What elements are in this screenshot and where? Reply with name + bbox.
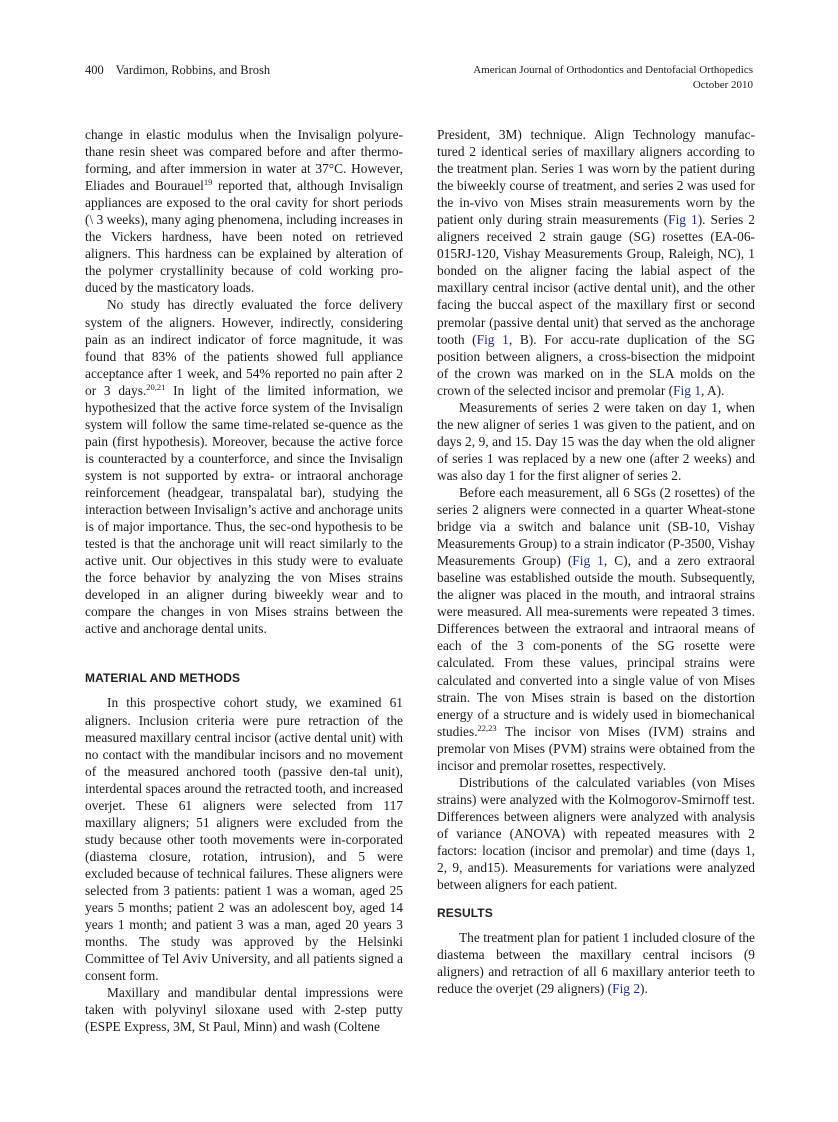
text: The incisor von Mises (IVM) strains and premolar von Mises (PVM) strains were obtained from the incisor and premolar rosettes, respectively. [437,723,755,773]
running-header-left [85,63,270,78]
text: The treatment plan for patient 1 included closure of the diastema between the maxillary central incisors (9 aligners) and retraction of all 6 maxillary anterior teeth to reduce the overjet (29 aligners) ( [437,930,755,997]
running-header-right [473,63,753,93]
figure-link[interactable]: Fig 1 [668,212,698,228]
text: No study has directly evaluated the force delivery system of the aligners. However, indirectly, considering pain as an indirect indicator of force magnitude, it was found that 83% of the patients showed full appliance acceptance after 1 week, and 54% reported no pain after 2 or 3 days. [85,297,403,398]
citation[interactable]: 20,21 [146,381,166,392]
text: President, 3M) technique. Align Technology manufac-tured 2 identical series of maxillary aligners according to the treatment plan. Series 1 was worn by the patient during the biweekly course of treatment, and series 2 was used for the in-vivo von Mises strain measurements worn by the patient only during strain measurements ( [437,127,755,228]
paragraph [437,929,755,997]
page-number: 400 [85,63,104,77]
paragraph [437,126,755,399]
text: ). Series 2 aligners received 2 strain gauge (SG) rosettes (EA-06-015RJ-120, Vishay Measurements Group, Raleigh, NC), 1 bonded on the aligner facing the labial aspect of the maxillary central incisor (active dental unit), and the other facing the buccal aspect of the maxillary first or second premolar (passive dental unit) that served as the anchorage tooth ( [437,212,755,347]
text: , B). For accu-rate duplication of the SG position between aligners, a cross-bisection the midpoint of the crown was marked on in the SLA molds on the crown of the selected incisor and premolar ( [437,331,755,398]
text: reported that, although Invisalign appliances are exposed to the oral cavity for short periods (\ 3 weeks), many aging phenomena, including increases in the Vickers hardness, have been noted on retrieved aligners. This hardness can be explained by alteration of the polymer crystallinity because of cold working pro-duced by the masticatory loads. [85,178,403,296]
paragraph [437,484,755,774]
figure-link[interactable]: Fig 2 [612,981,641,997]
text: Before each measurement, all 6 SGs (2 rosettes) of the series 2 aligners were connected in a quarter Wheat-stone bridge via a switch and balance unit (SB-10, Vishay Measurements Group) to a strain indicator (P-3500, Vishay Measurements Group) ( [437,484,755,569]
citation[interactable]: 22,23 [477,722,497,733]
paragraph [85,126,403,296]
text: ). [640,981,648,997]
running-authors: Vardimon, Robbins, and Brosh [115,63,271,77]
section-heading-methods: MATERIAL AND METHODS [85,671,241,686]
left-column [85,126,403,1035]
figure-link[interactable]: Fig 1 [572,553,604,569]
paragraph: In this prospective cohort study, we examined 61 aligners. Inclusion criteria were pure retraction of the measured maxillary central incisor (active dental unit) with no contact with the mandibular incisors and no movement of the measured anchored tooth (passive den-tal unit), interdental spaces around the retracted tooth, and increased overjet. These 61 aligners were selected from 117 maxillary aligners; 51 aligners were excluded from the study because other tooth movements were in-corporated (diastema closure, rotation, intrusion), and 5 were excluded because of technical failures. These aligners were selected from 3 patients: patient 1 was a woman, aged 25 years 5 months; patient 2 was an adolescent boy, aged 14 years 1 month; and patient 3 was a man, aged 20 years 3 months. The study was approved by the Helsinki Committee of Tel Aviv University, and all patients signed a consent form. [85,695,403,984]
right-column [437,126,755,997]
text: In light of the limited information, we hypothesized that the active force system of the Invisalign system will follow the same time-related se-quence as the pain (first hypothesis). Moreover, because the active force is counteracted by a counterforce, and since the Invisalign system is not supported by extra- or intraoral anchorage reinforcement (headgear, transpalatal bar), studying the interaction between Invisalign’s active and anchorage units is of major importance. Thus, the sec-ond hypothesis to be tested is that the anchorage unit will react similarly to the active unit. Our objectives in this study were to evaluate the force behavior by analyzing the von Mises strains developed in an aligner during biweekly wear and to compare the changes in von Mises strains between the active and anchorage dental units. [85,382,403,637]
figure-link[interactable]: Fig 1 [476,331,509,347]
paragraph: Maxillary and mandibular dental impressions were taken with polyvinyl siloxane used with 2-step putty (ESPE Express, 3M, St Paul, Minn) and wash (Coltene [85,985,403,1035]
text: change in elastic modulus when the Invisalign polyure-thane resin sheet was compared before and after thermo-forming, and after immersion in water at 37°C. However, Eliades and Bourauel [85,127,403,194]
paragraph [85,296,403,637]
paragraph: Distributions of the calculated variables (von Mises strains) were analyzed with the Kolmogorov-Smirnoff test. Differences between aligners were analyzed with analysis of variance (ANOVA) with repeated measures with 2 factors: location (incisor and premolar) and time (days 1, 2, 9, and15). Measurements for variations were analyzed between aligners for each patient. [437,774,755,893]
issue-date: October 2010 [692,79,753,91]
section-heading-results: RESULTS [437,906,493,921]
journal-title: American Journal of Orthodontics and Dentofacial Orthopedics [473,64,753,76]
text: , A). [701,382,725,398]
citation[interactable]: 19 [203,177,213,188]
text: , C), and a zero extraoral baseline was established outside the mouth. Subsequently, the aligner was placed in the mouth, and intraoral strains were measured. All mea-surements were repeated 3 times. Differences between the extraoral and intraoral means of each of the 3 com-ponents of the SG rosette were calculated. From these values, principal strains were calculated and converted into a single value of von Mises strain. The von Mises strain is based on the distortion energy of a structure and is widely used in biomechanical studies. [437,553,755,739]
figure-link[interactable]: Fig 1 [673,382,702,398]
paragraph: Measurements of series 2 were taken on day 1, when the new aligner of series 1 was given to the patient, and on days 2, 9, and 15. Day 15 was the day when the old aligner of series 1 was replaced by a new one (after 2 weeks) and was also day 1 for the first aligner of series 2. [437,399,755,483]
